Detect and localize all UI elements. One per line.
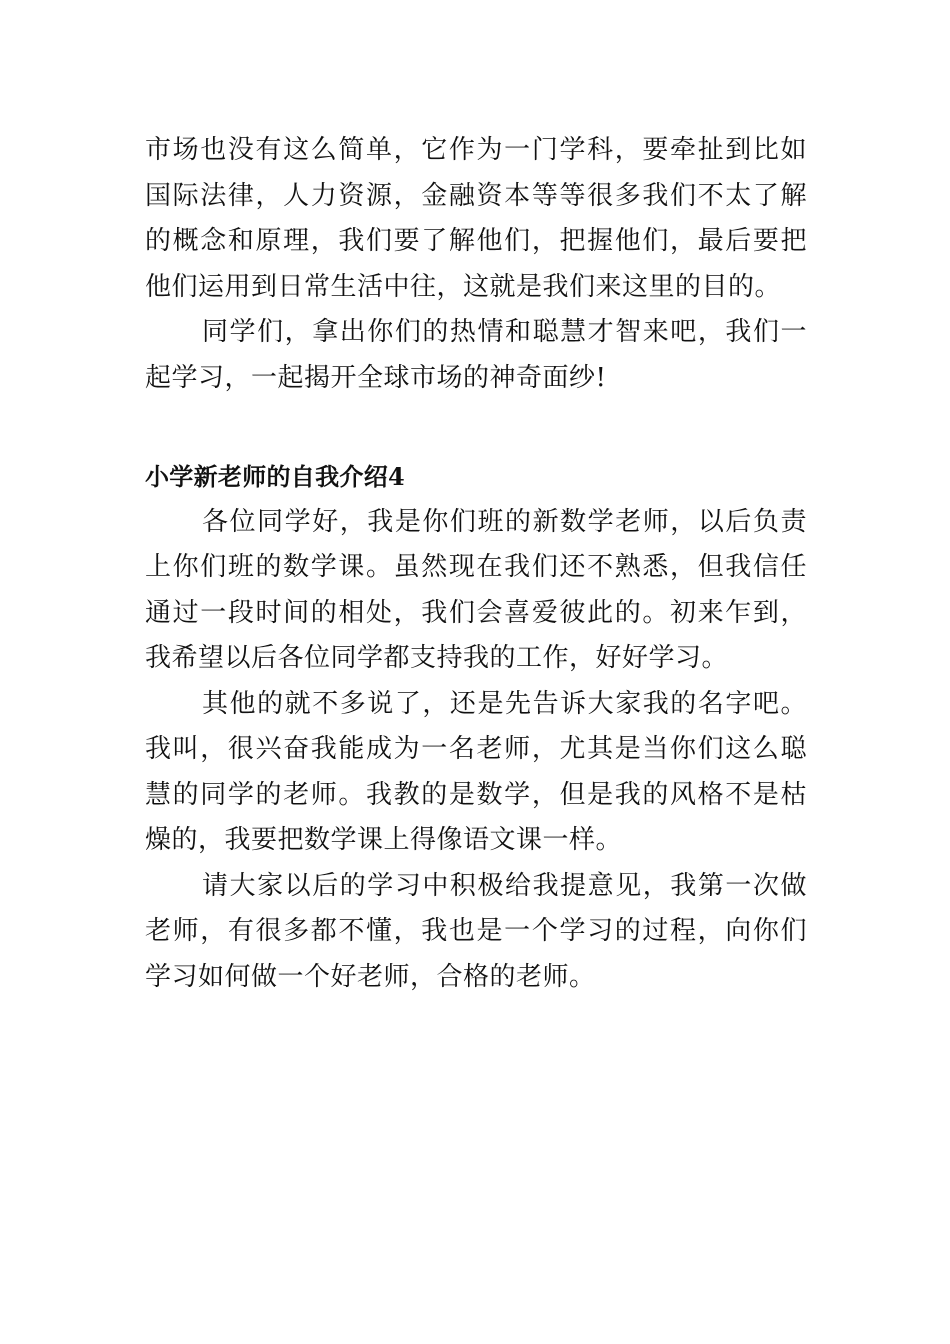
section-title: 小学新老师的自我介绍4 [145,462,405,491]
section-spacer [145,401,807,454]
paragraph-section-1: 各位同学好，我是你们班的新数学老师，以后负责上你们班的数学课。虽然现在我们还不熟悉，但我信任通过一段时间的相处，我们会喜爱彼此的。初来乍到，我希望以后各位同学都支持我的工作，好好学习。 [145,506,807,673]
paragraph-continuation-2: 同学们，拿出你们的热情和聪慧才智来吧，我们一起学习，一起揭开全球市场的神奇面纱! [145,317,807,393]
paragraph-continuation-1: 市场也没有这么简单，它作为一门学科，要牵扯到比如国际法律，人力资源，金融资本等等很多我们不太了解的概念和原理，我们要了解他们，把握他们，最后要把他们运用到日常生活中往，这就是我们来这里的目的。 [145,135,807,302]
paragraph-section-3: 请大家以后的学习中积极给我提意见，我第一次做老师，有很多都不懂，我也是一个学习的过程，向你们学习如何做一个好老师，合格的老师。 [145,870,807,992]
paragraph-section-2: 其他的就不多说了，还是先告诉大家我的名字吧。我叫，很兴奋我能成为一名老师，尤其是当你们这么聪慧的同学的老师。我教的是数学，但是我的风格不是枯燥的，我要把数学课上得像语文课一样。 [145,688,807,855]
document-body [145,128,807,1000]
